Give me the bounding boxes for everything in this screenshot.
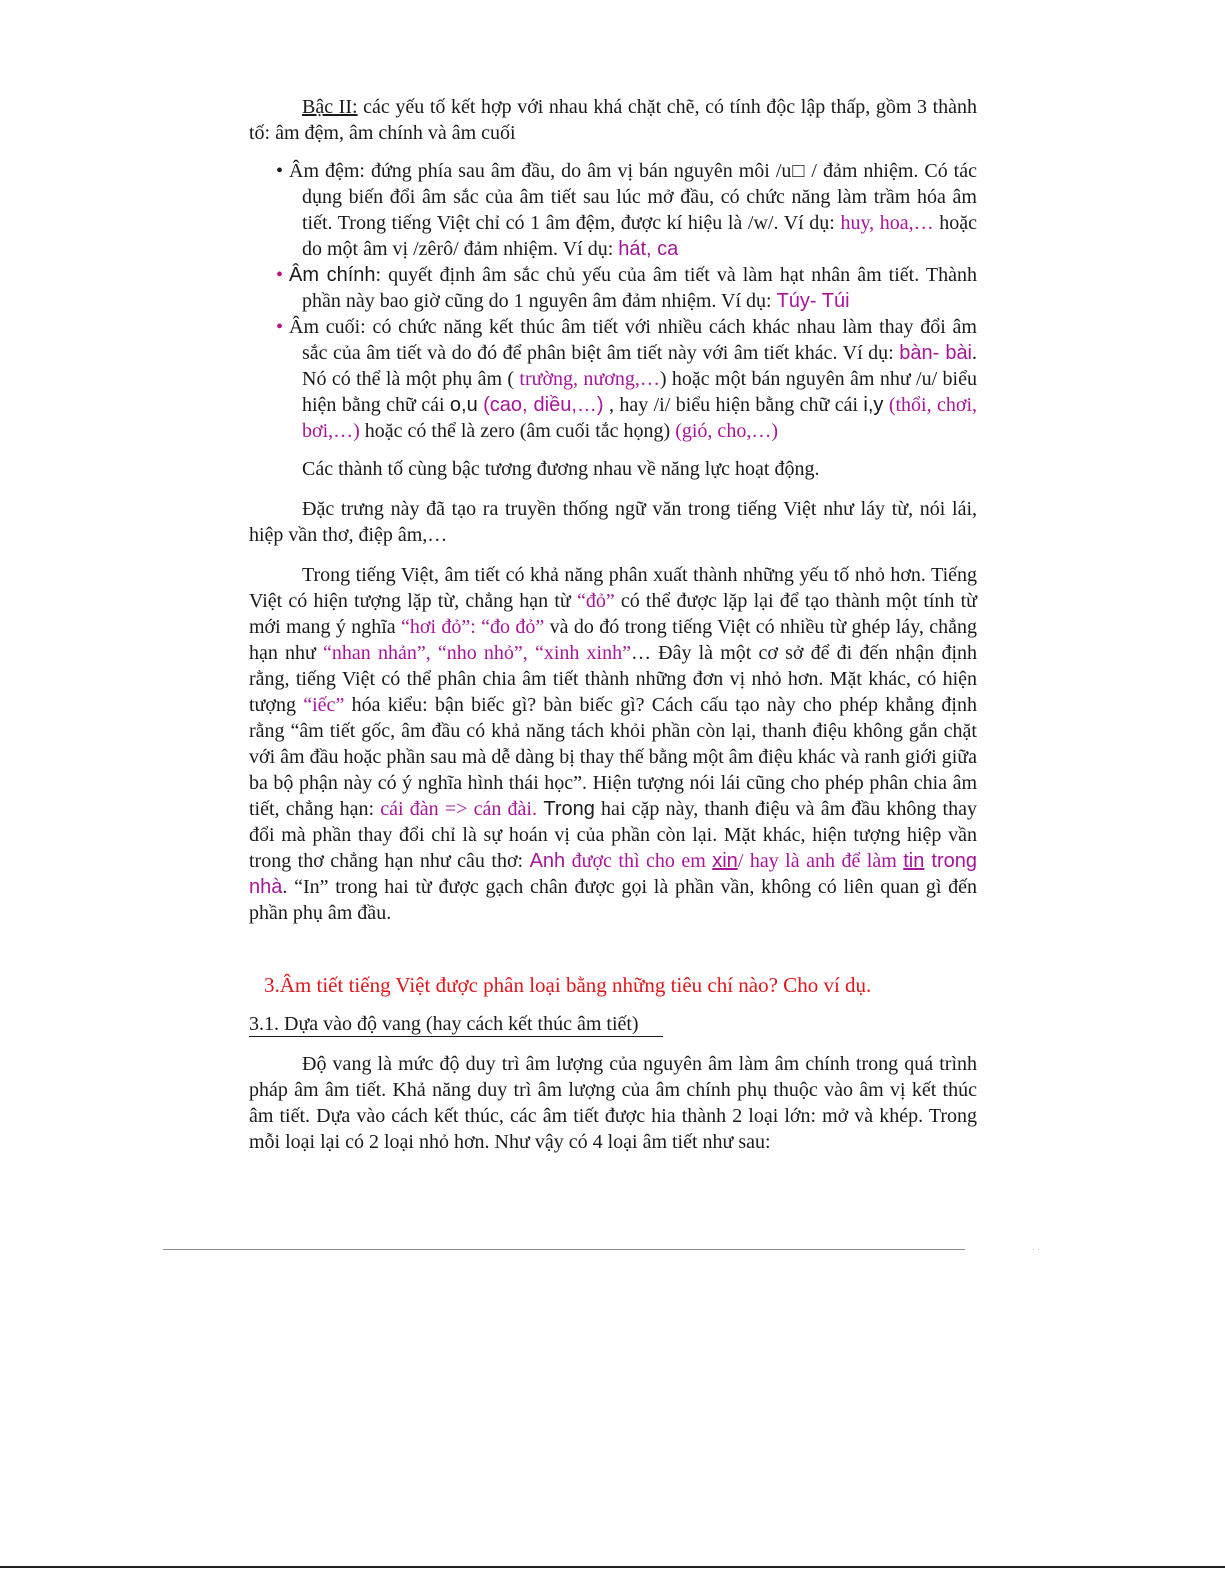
bullet-icon: • (276, 160, 284, 182)
list-item-am-chinh: • Âm chính: quyết định âm sắc chủ yếu của âm tiết và làm hạt nhân âm tiết. Thành phần này bao giờ cũng do 1 nguyên âm đảm nhiệm. Ví dụ: Túy- Túi (276, 264, 978, 312)
document-page (249, 94, 977, 1155)
bac-ii-label: Bậc II: (302, 96, 358, 118)
section-heading: 3.Âm tiết tiếng Việt được phân loại bằng những tiêu chí nào? Cho ví dụ. (264, 973, 872, 997)
paragraph-dac-trung: Đặc trưng này đã tạo ra truyền thống ngữ văn trong tiếng Việt như láy từ, nói lái, hiệp vần thơ, điệp âm,… (249, 498, 977, 546)
page-bottom-border (0, 1566, 1225, 1568)
bullet-icon: • (276, 316, 284, 338)
footer-divider (163, 1249, 965, 1250)
component-list (249, 158, 977, 444)
missing-glyph-icon: □ (791, 160, 806, 182)
subsection-heading: 3.1. Dựa vào độ vang (hay cách kết thúc âm tiết) (249, 1012, 663, 1037)
paragraph-bac-ii: Bậc II: các yếu tố kết hợp với nhau khá chặt chẽ, có tính độc lập thấp, gồm 3 thành tố: âm đệm, âm chính và âm cuối (249, 96, 978, 144)
paragraph-thanh-to: Các thành tố cùng bậc tương đương nhau về năng lực hoạt động. (302, 458, 820, 480)
footer-marks: . . (1032, 1243, 1040, 1252)
list-item-am-dem: • Âm đệm: đứng phía sau âm đầu, do âm vị bán nguyên môi /u□ / đảm nhiệm. Có tác dụng biến đổi âm sắc của âm tiết sau lúc mở đầu, có chức năng làm trầm hóa âm tiết. Trong tiếng Việt chỉ có 1 âm đệm, được kí hiệu là /w/. Ví dụ: huy, hoa,… hoặc do một âm vị /zêrô/ đảm nhiệm. Ví dụ: hát, ca (276, 160, 977, 260)
paragraph-phan-xuat: Trong tiếng Việt, âm tiết có khả năng phân xuất thành những yếu tố nhỏ hơn. Tiếng Việt có hiện tượng lặp từ, chẳng hạn từ “đỏ” có thể được lặp lại để tạo thành một tính từ mới mang ý nghĩa “hơi đỏ”: “đo đỏ” và do đó trong tiếng Việt có nhiều từ ghép láy, chẳng hạn như “nhan nhản”, “nho nhỏ”, “xinh xinh”… Đây là một cơ sở để đi đến nhận định rằng, tiếng Việt có thể phân chia âm tiết thành những đơn vị nhỏ hơn. Mặt khác, có hiện tượng “iếc” hóa kiểu: bận biếc gì? bàn biếc gì? Cách cấu tạo này cho phép khẳng định rằng “âm tiết gốc, âm đầu có khả năng tách khỏi phần còn lại, thanh điệu không gắn chặt với âm đầu hoặc phần sau mà dễ dàng bị thay thế bằng một âm điệu khác và ranh giới giữa ba bộ phận này có ý nghĩa hình thái học”. Hiện tượng nói lái cũng cho phép phân chia âm tiết, chẳng hạn: cái đàn => cán đài. Trong hai cặp này, thanh điệu và âm đầu không thay đổi mà phần thay đổi chỉ là sự hoán vị của phần còn lại. Mặt khác, hiện tượng hiệp vần trong thơ chẳng hạn như câu thơ: Anh được thì cho em xin/ hay là anh để làm tin trong nhà. “In” trong hai từ được gạch chân được gọi là phần vần, không có liên quan gì đến phần phụ âm đầu. (249, 564, 978, 924)
list-item-am-cuoi: • Âm cuối: có chức năng kết thúc âm tiết với nhiều cách khác nhau làm thay đổi âm sắc của âm tiết và do đó để phân biệt âm tiết này với âm tiết khác. Ví dụ: bàn- bài. Nó có thể là một phụ âm ( trường, nương,…) hoặc một bán nguyên âm như /u/ biểu hiện bằng chữ cái o,u (cao, diều,…) , hay /i/ biểu hiện bằng chữ cái i,y (thổi, chơi, bơi,…) hoặc có thể là zero (âm cuối tắc họng) (gió, cho,…) (276, 316, 978, 442)
bullet-icon: • (276, 264, 284, 286)
paragraph-do-vang: Độ vang là mức độ duy trì âm lượng của nguyên âm làm âm chính trong quá trình pháp âm âm tiết. Khả năng duy trì âm lượng của âm chính phụ thuộc vào âm vị kết thúc âm tiết. Dựa vào cách kết thúc, các âm tiết được hia thành 2 loại lớn: mở và khép. Trong mỗi loại lại có 2 loại nhỏ hơn. Như vậy có 4 loại âm tiết như sau: (249, 1053, 977, 1153)
